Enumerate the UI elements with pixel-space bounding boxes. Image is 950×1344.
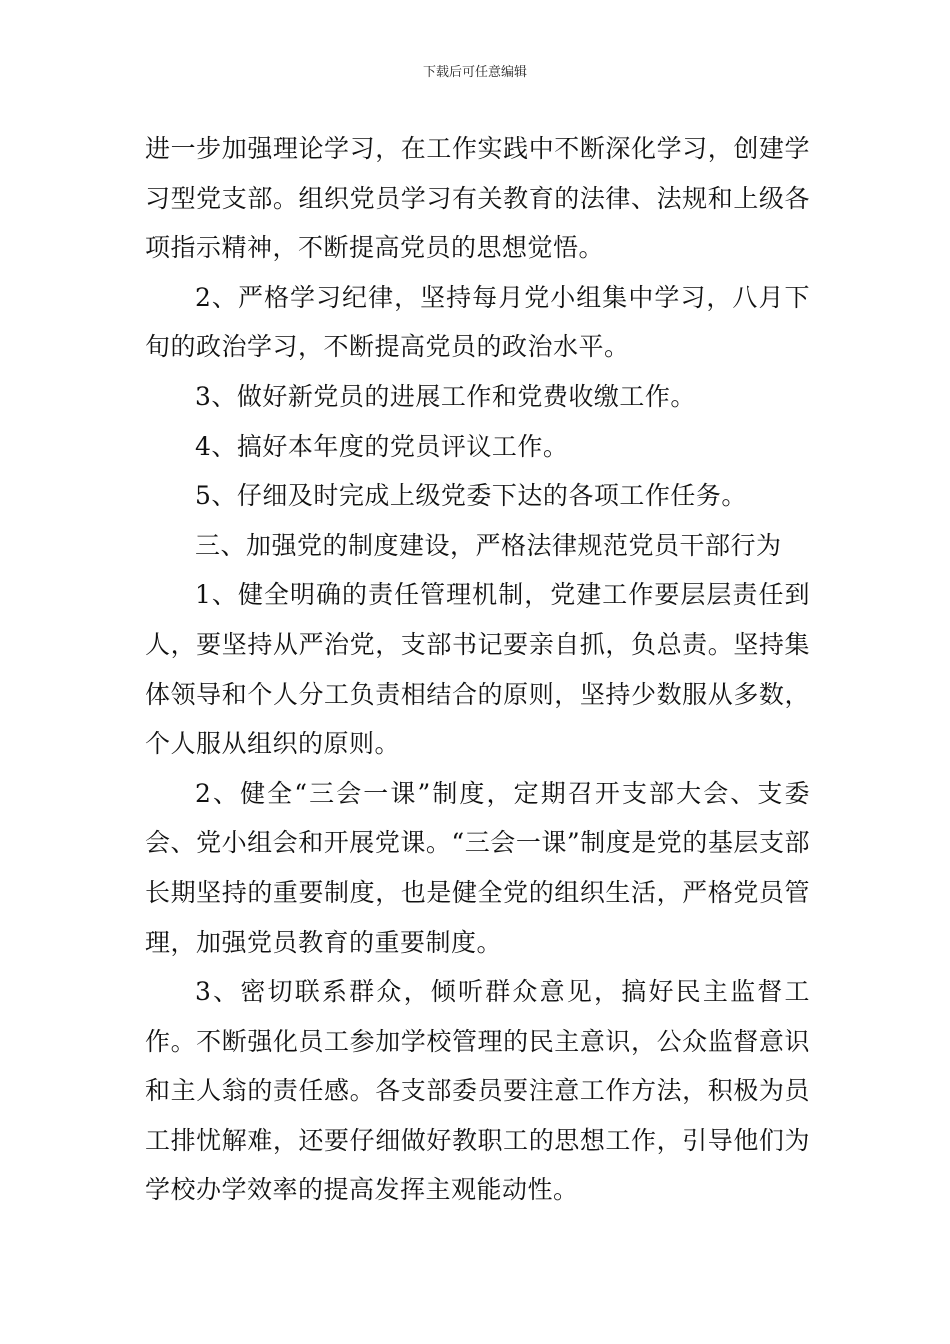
document-body (145, 124, 810, 1215)
paragraph-item-3-new-members: 3、做好新党员的进展工作和党费收缴工作。 (195, 381, 696, 411)
page-header: 下载后可任意编辑 (422, 65, 527, 80)
paragraph-item-2-three-meetings: 2、健全“三会一课”制度，定期召开支部大会、支委会、党小组会和开展党课。“三会一课”制度是党的基层支部长期坚持的重要制度，也是健全党的组织生活，严格党员管理，加强党员教育的重要制度。 (145, 778, 810, 957)
paragraph-item-4-member-review: 4、搞好本年度的党员评议工作。 (195, 431, 569, 461)
paragraph-item-1-responsibility: 1、健全明确的责任管理机制，党建工作要层层责任到人，要坚持从严治党，支部书记要亲自抓，负总责。坚持集体领导和个人分工负责相结合的原则，坚持少数服从多数，个人服从组织的原则。 (145, 580, 810, 759)
paragraph-item-3-masses: 3、密切联系群众，倾听群众意见，搞好民主监督工作。不断强化员工参加学校管理的民主意识，公众监督意识和主人翁的责任感。各支部委员要注意工作方法，积极为员工排忧解难，还要仔细做好教职工的思想工作，引导他们为学校办学效率的提高发挥主观能动性。 (145, 977, 810, 1205)
paragraph-item-5-tasks: 5、仔细及时完成上级党委下达的各项工作任务。 (195, 481, 747, 511)
paragraph-item-2-study-discipline: 2、严格学习纪律，坚持每月党小组集中学习，八月下旬的政治学习，不断提高党员的政治水平。 (145, 282, 810, 362)
paragraph-continued: 进一步加强理论学习，在工作实践中不断深化学习，创建学习型党支部。组织党员学习有关教育的法律、法规和上级各项指示精神，不断提高党员的思想觉悟。 (145, 134, 810, 263)
section-heading-3: 三、加强党的制度建设，严格法律规范党员干部行为 (195, 530, 782, 560)
